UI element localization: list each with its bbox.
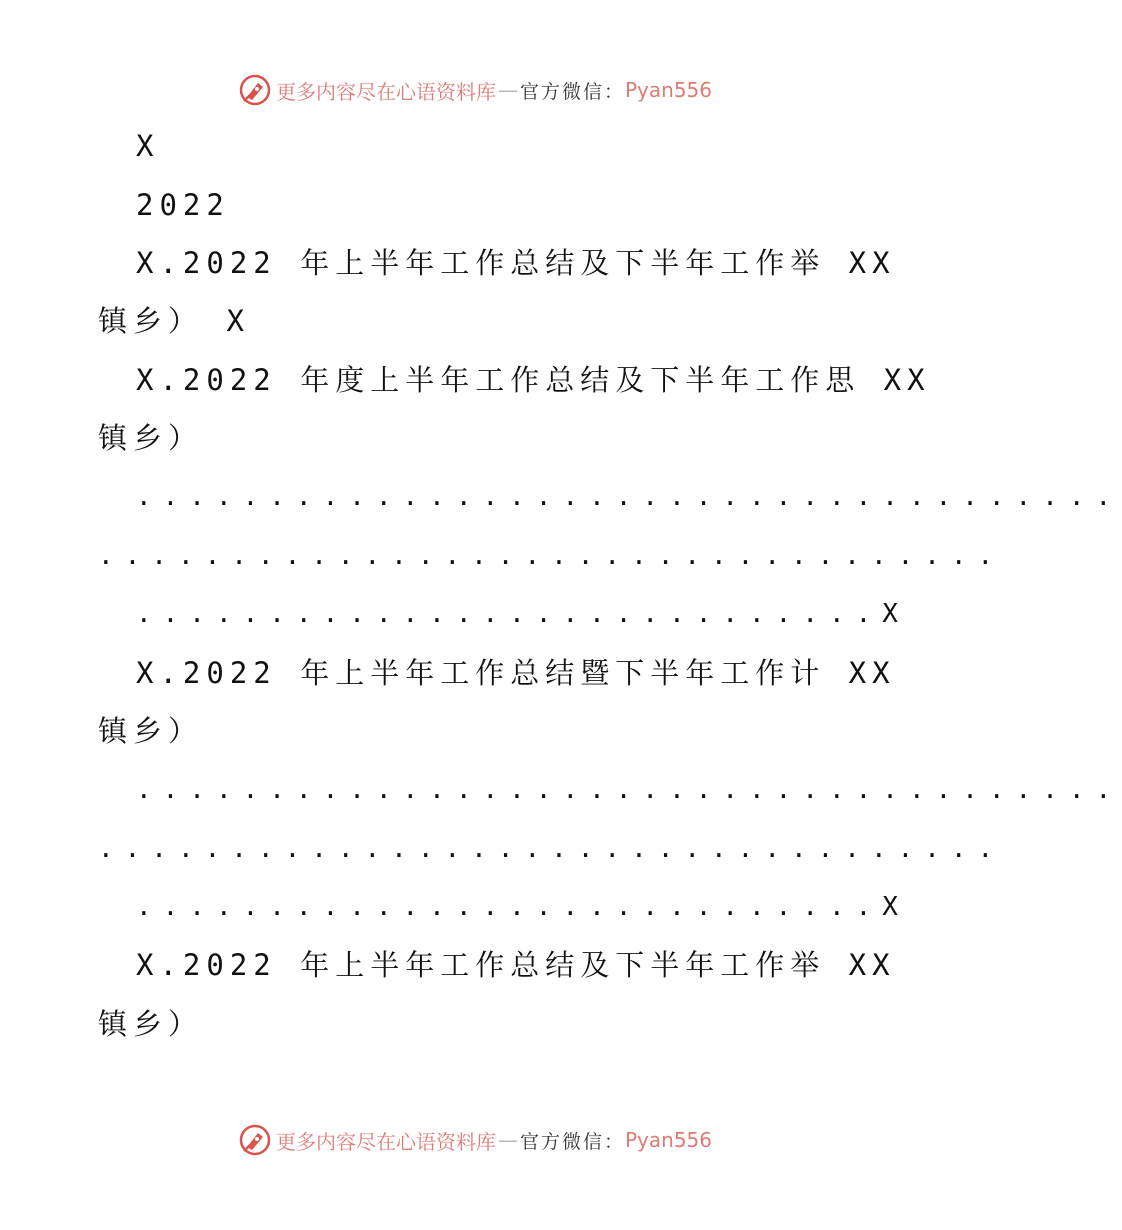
watermark-text: 更多内容尽在心语资料库 <box>275 1129 496 1154</box>
toc-leader-dots-page: ............................X <box>136 599 909 629</box>
watermark-separator: — <box>497 78 518 102</box>
watermark-separator: — <box>497 1128 518 1152</box>
footer-watermark <box>0 1120 950 1160</box>
toc-entry-title-continued: 镇乡） <box>98 1007 204 1041</box>
doc-line: X <box>136 129 160 163</box>
toc-entry-title: X.2022 年上半年工作总结及下半年工作举 XX <box>136 948 896 982</box>
toc-leader-dots: .................................. <box>98 834 1005 864</box>
watermark-wechat-id: Pyan556 <box>625 78 713 102</box>
watermark-wechat-id: Pyan556 <box>625 1128 713 1152</box>
watermark-wechat-label: 官方微信： <box>519 1130 625 1153</box>
toc-entry-title-continued: 镇乡） <box>98 714 204 748</box>
pen-nib-logo-icon <box>238 1123 272 1157</box>
toc-leader-dots: ..................................... <box>136 482 1122 512</box>
toc-entry-title: X.2022 年上半年工作总结暨下半年工作计 XX <box>136 656 896 690</box>
watermark-text: 更多内容尽在心语资料库 <box>275 79 496 104</box>
watermark-wechat-label: 官方微信： <box>519 80 625 103</box>
toc-leader-dots: .................................. <box>98 541 1005 571</box>
toc-entry-title: X.2022 年度上半年工作总结及下半年工作思 XX <box>136 363 931 397</box>
toc-leader-dots-page: ............................X <box>136 892 909 922</box>
toc-entry-title-continued: 镇乡） X <box>98 304 250 338</box>
toc-entry-title-continued: 镇乡） <box>98 421 204 455</box>
toc-leader-dots: ..................................... <box>136 775 1122 805</box>
doc-line: 2022 <box>136 188 230 222</box>
toc-entry-title: X.2022 年上半年工作总结及下半年工作举 XX <box>136 246 896 280</box>
